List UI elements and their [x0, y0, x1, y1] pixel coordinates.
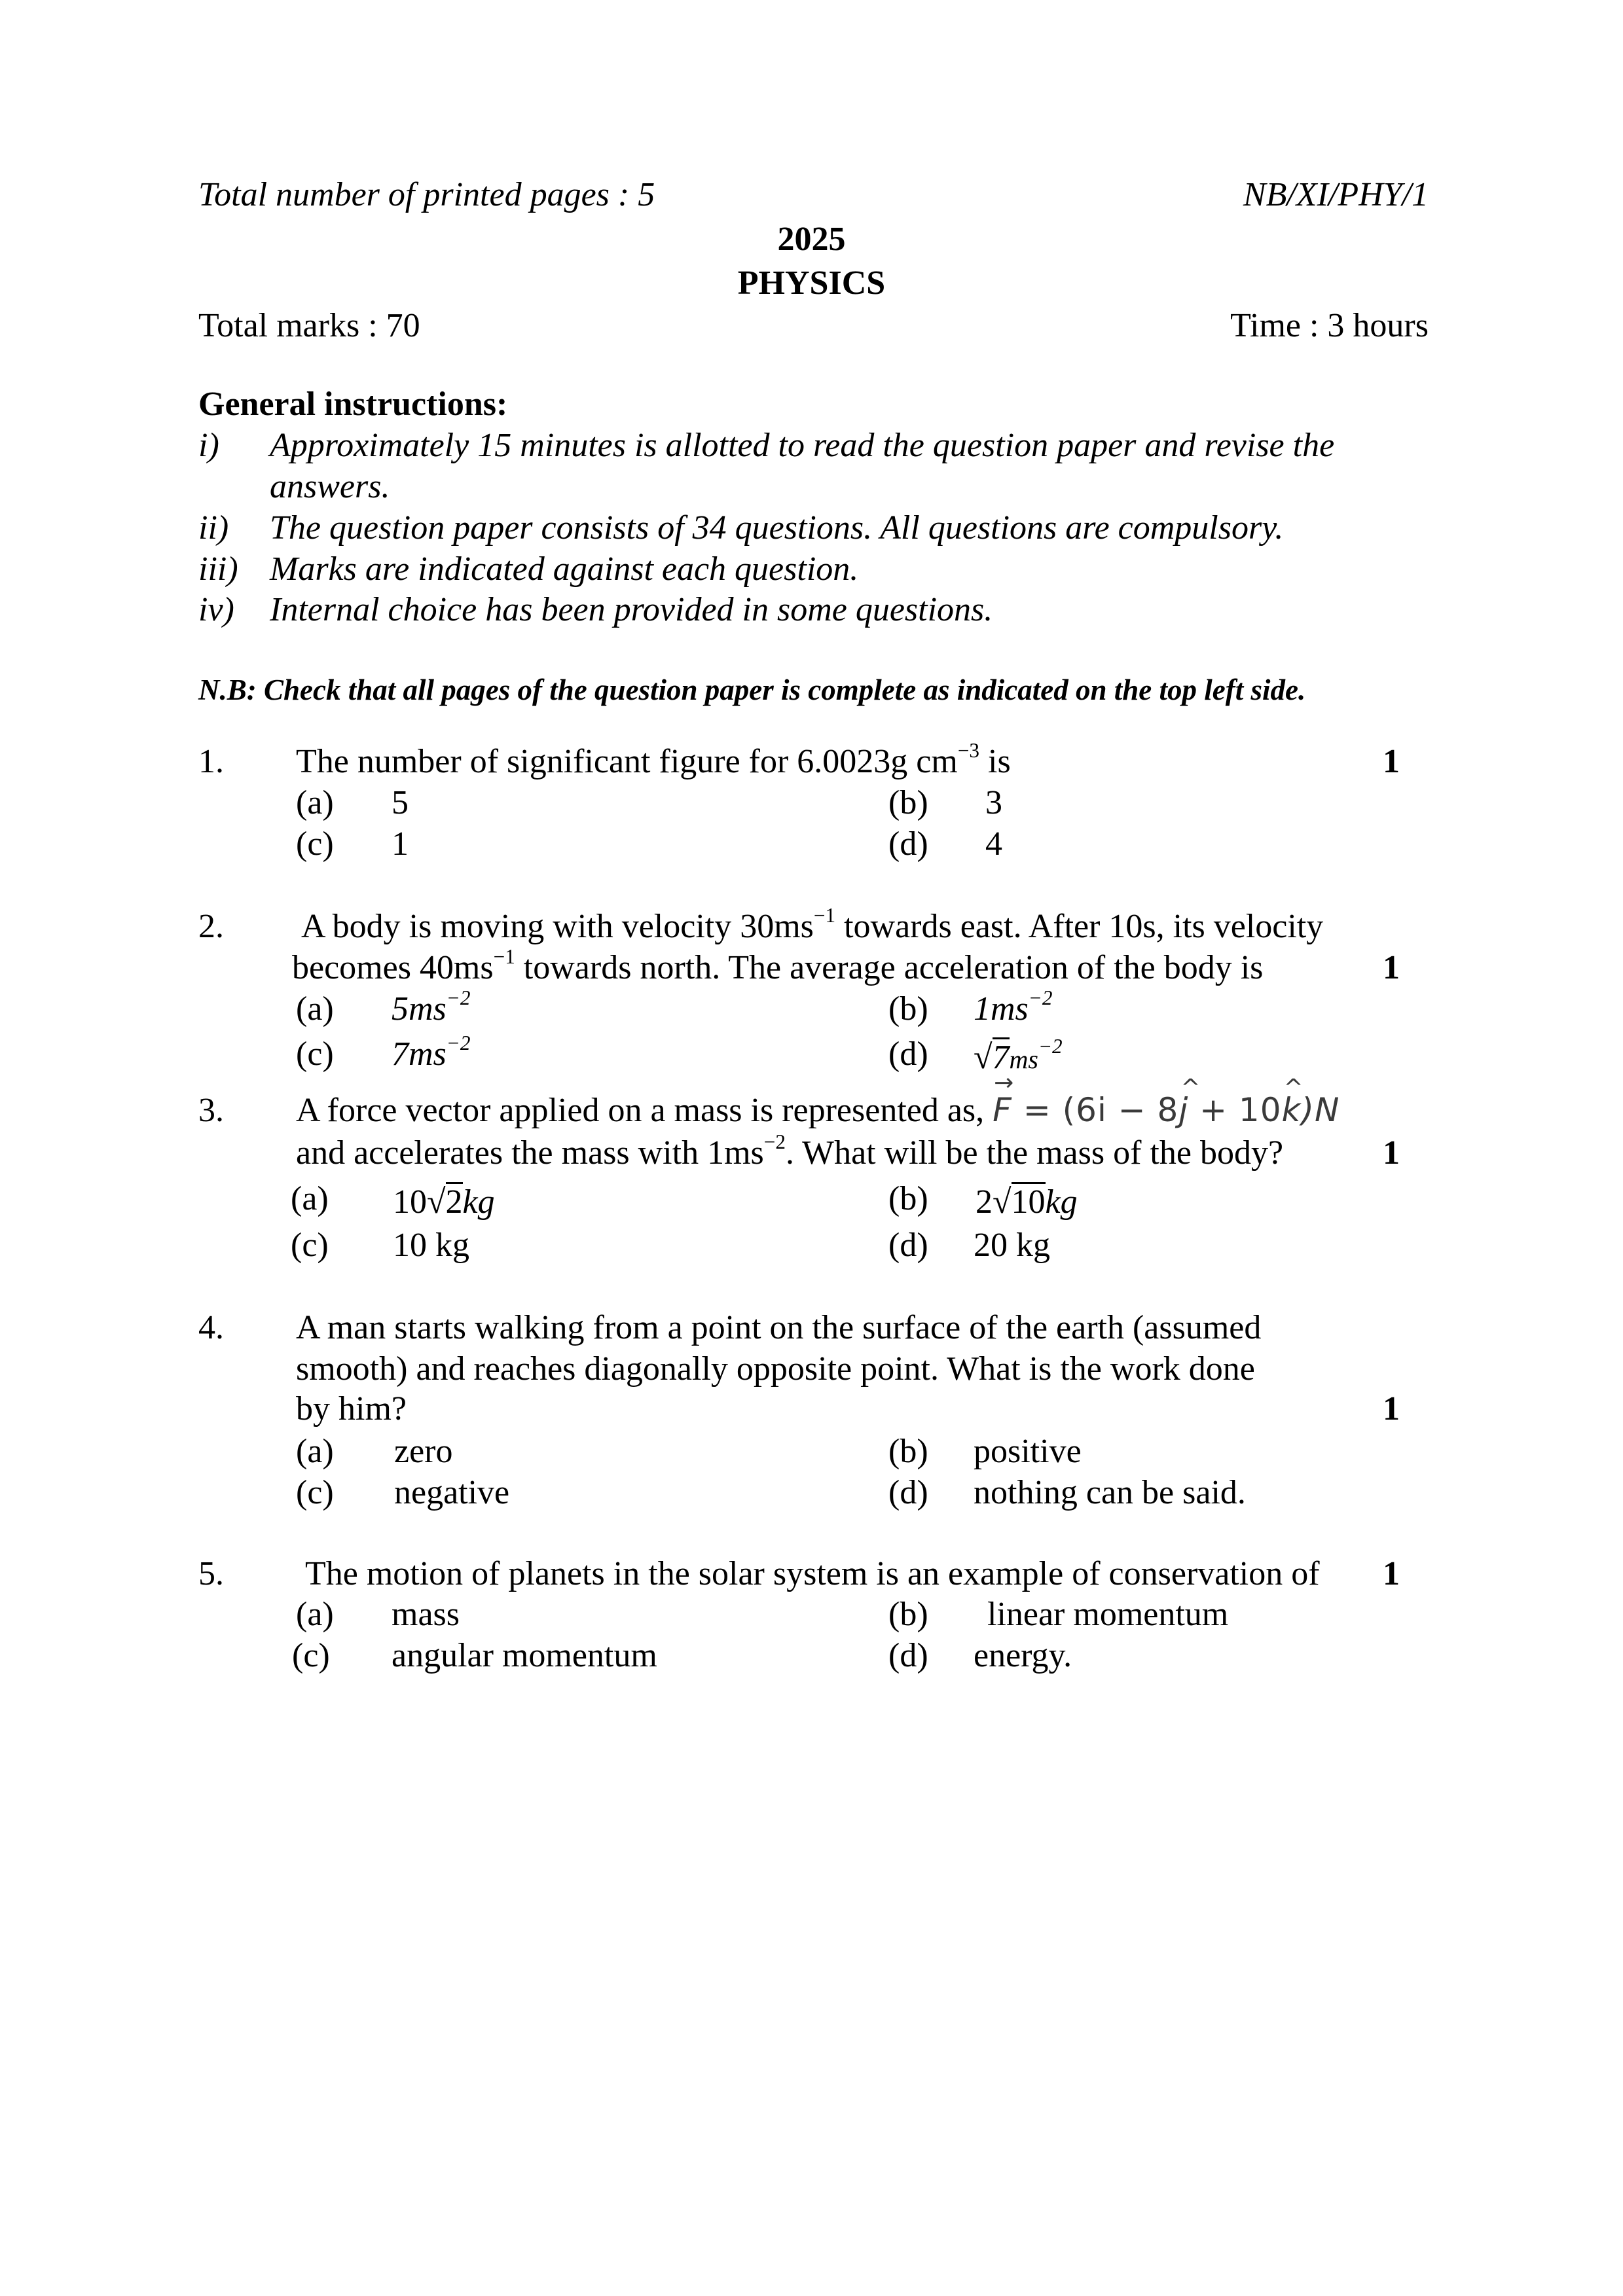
- option-label: (b): [888, 990, 928, 1028]
- option-value: negative: [394, 1474, 510, 1511]
- paper-code: NB/XI/PHY/1: [1243, 176, 1429, 213]
- square-root: √10: [993, 1183, 1046, 1221]
- question-marks: 1: [1383, 1134, 1400, 1172]
- instruction-number: iii): [198, 550, 238, 588]
- option-value: [393, 1182, 495, 1219]
- question-text: [301, 903, 1324, 945]
- text-segment: 1ms: [974, 990, 1029, 1028]
- option-value: [392, 986, 471, 1028]
- question-number: 1.: [198, 743, 224, 780]
- option-value: mass: [392, 1596, 460, 1633]
- exam-duration: Time : 3 hours: [1230, 307, 1429, 344]
- question-text: by him?: [296, 1390, 407, 1427]
- text-segment: . What will be the mass of the body?: [785, 1134, 1284, 1172]
- question-text: [296, 1130, 1284, 1172]
- subject-title: PHYSICS: [737, 264, 886, 302]
- option-label: (d): [888, 825, 928, 863]
- text-segment: )N: [1301, 1091, 1340, 1129]
- radicand: 10: [1011, 1183, 1046, 1221]
- force-vector-formula: [993, 1091, 1340, 1129]
- question-text: [296, 738, 1011, 780]
- option-value: 4: [985, 825, 1002, 863]
- option-label: (a): [291, 1180, 329, 1217]
- instruction-text: Internal choice has been provided in some questions.: [270, 591, 993, 628]
- text-segment: = (6i − 8: [1012, 1091, 1179, 1129]
- instruction-text: The question paper consists of 34 questions. All questions are compulsory.: [270, 509, 1284, 547]
- unit-vector-j: ^ j: [1178, 1094, 1188, 1126]
- question-text: The motion of planets in the solar system is an example of conservation of: [305, 1555, 1320, 1592]
- option-label: (c): [296, 825, 334, 863]
- text-segment: A force vector applied on a mass is represented as,: [296, 1092, 985, 1129]
- instruction-number: iv): [198, 591, 234, 628]
- instruction-text: Marks are indicated against each question.: [270, 550, 859, 588]
- option-value: zero: [394, 1433, 453, 1470]
- total-marks: Total marks : 70: [198, 307, 420, 344]
- option-label: (c): [296, 1035, 334, 1073]
- printed-pages-count: Total number of printed pages : 5: [198, 176, 655, 213]
- text-segment: The number of significant figure for 6.0023g cm: [296, 743, 958, 780]
- instructions-heading: General instructions:: [198, 386, 508, 423]
- square-root: √7: [974, 1039, 1010, 1076]
- option-label: (d): [888, 1227, 928, 1264]
- option-value: linear momentum: [987, 1596, 1229, 1633]
- option-value: 20 kg: [974, 1227, 1050, 1264]
- option-label: (a): [296, 1596, 334, 1633]
- instruction-text: answers.: [270, 468, 390, 505]
- text-segment: is: [979, 743, 1011, 780]
- option-label: (a): [296, 1433, 334, 1470]
- question-marks: 1: [1383, 1555, 1400, 1592]
- option-value: 1: [392, 825, 409, 863]
- exponent: −1: [813, 903, 836, 927]
- square-root: √2: [427, 1183, 463, 1221]
- question-text: A man starts walking from a point on the surface of the earth (assumed: [296, 1309, 1262, 1346]
- option-label: (c): [292, 1637, 330, 1674]
- exponent: −3: [957, 738, 980, 762]
- option-label: (c): [291, 1227, 329, 1264]
- option-label: (d): [888, 1637, 928, 1674]
- option-value: [976, 1182, 1078, 1219]
- instruction-number: i): [198, 427, 219, 464]
- radicand: 7: [992, 1039, 1010, 1076]
- option-label: (c): [296, 1474, 334, 1511]
- option-value: [974, 1034, 1063, 1076]
- option-label: (b): [888, 1433, 928, 1470]
- question-number: 5.: [198, 1555, 224, 1592]
- question-text: [296, 1091, 1340, 1129]
- question-number: 4.: [198, 1309, 224, 1346]
- option-label: (a): [296, 784, 334, 821]
- text-segment: ms: [1009, 1045, 1038, 1074]
- option-label: (d): [888, 1474, 928, 1511]
- option-label: (b): [888, 1596, 928, 1633]
- exponent: −2: [446, 986, 471, 1009]
- question-number: 2.: [198, 908, 224, 945]
- exponent: −2: [763, 1130, 786, 1153]
- instruction-number: ii): [198, 509, 229, 547]
- text-segment: becomes 40ms: [292, 949, 494, 986]
- option-value: angular momentum: [392, 1637, 657, 1674]
- exponent: −1: [493, 944, 515, 968]
- nb-note: N.B: Check that all pages of the question paper is complete as indicated on the top left side.: [198, 673, 1306, 706]
- text-segment: towards north. The average acceleration of the body is: [515, 949, 1264, 986]
- unit: kg: [462, 1183, 495, 1221]
- unit-vector-k: ^ k: [1282, 1094, 1302, 1126]
- question-marks: 1: [1383, 743, 1400, 780]
- exponent: −2: [446, 1031, 471, 1054]
- option-value: 5: [392, 784, 409, 821]
- option-value: [392, 1031, 471, 1073]
- text-segment: 7ms: [392, 1035, 447, 1073]
- option-value: positive: [974, 1433, 1082, 1470]
- question-text: [292, 944, 1264, 986]
- option-value: [974, 986, 1053, 1028]
- text-segment: towards east. After 10s, its velocity: [835, 908, 1324, 945]
- option-label: (b): [888, 1180, 928, 1217]
- question-marks: 1: [1383, 1390, 1400, 1427]
- text-segment: A body is moving with velocity 30ms: [301, 908, 814, 945]
- radicand: 2: [445, 1183, 463, 1221]
- option-label: (a): [296, 990, 334, 1028]
- option-value: 3: [985, 784, 1002, 821]
- question-text: smooth) and reaches diagonally opposite point. What is the work done: [296, 1350, 1255, 1388]
- exponent: −2: [1038, 1034, 1063, 1058]
- text-segment: + 10: [1188, 1091, 1282, 1129]
- option-value: 10 kg: [393, 1227, 469, 1264]
- text-segment: and accelerates the mass with 1ms: [296, 1134, 764, 1172]
- instruction-text: Approximately 15 minutes is allotted to read the question paper and revise the: [270, 427, 1335, 464]
- coefficient: 10: [393, 1183, 427, 1221]
- option-label: (b): [888, 784, 928, 821]
- option-label: (d): [888, 1035, 928, 1073]
- unit: kg: [1045, 1183, 1078, 1221]
- coefficient: 2: [976, 1183, 993, 1221]
- exam-year: 2025: [777, 221, 846, 258]
- exponent: −2: [1028, 986, 1053, 1009]
- vector-f: → F: [993, 1094, 1012, 1126]
- question-marks: 1: [1383, 949, 1400, 986]
- option-value: nothing can be said.: [974, 1474, 1246, 1511]
- text-segment: 5ms: [392, 990, 447, 1028]
- question-number: 3.: [198, 1092, 224, 1129]
- option-value: energy.: [974, 1637, 1072, 1674]
